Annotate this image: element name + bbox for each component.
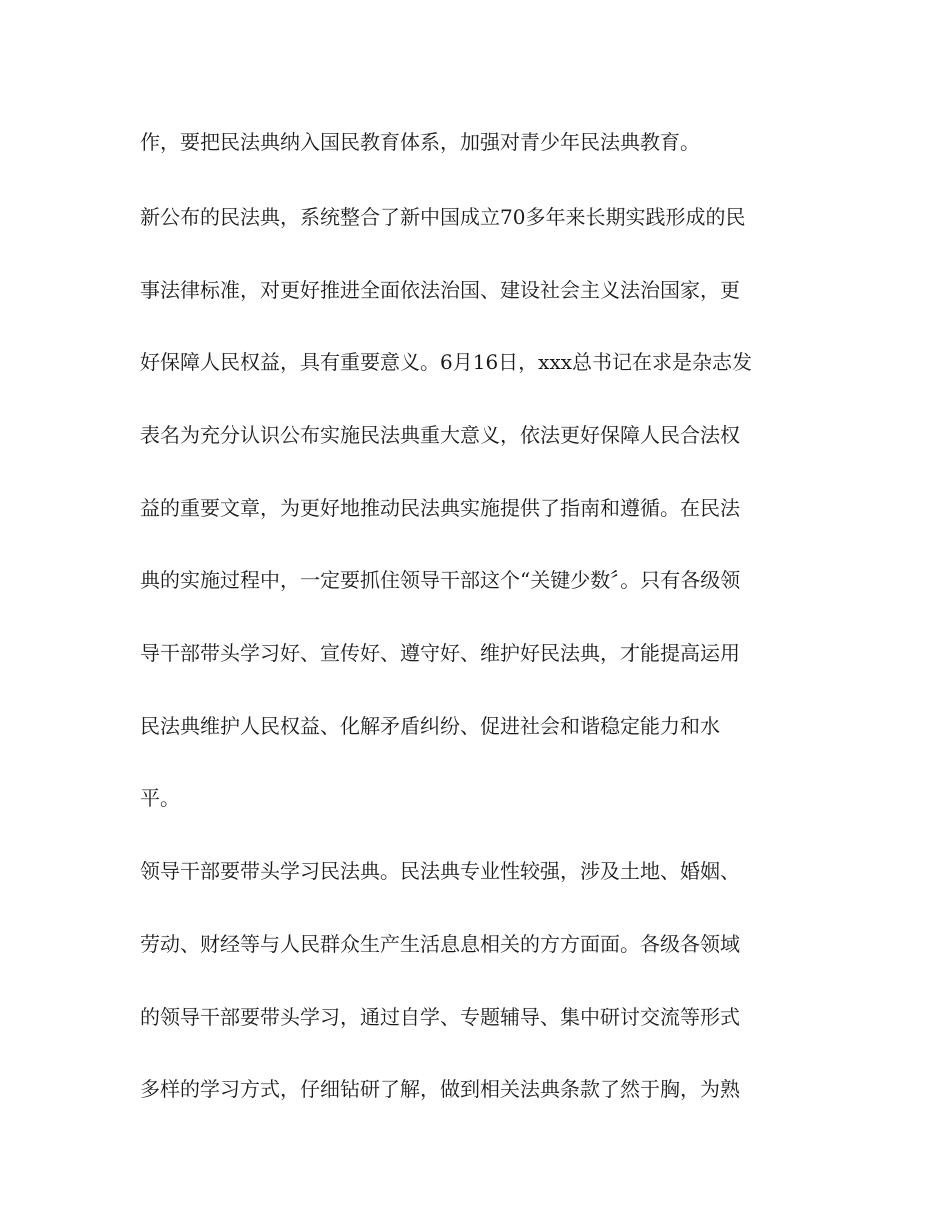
text-line: 表名为充分认识公布实施民法典重大意义，依法更好保障人民合法权 — [140, 423, 740, 447]
text-line: 的领导干部要带头学习，通过自学、专题辅导、集中研讨交流等形式 — [140, 1005, 740, 1029]
text-line: 多样的学习方式，仔细钻研了解，做到相关法典条款了然于胸，为熟 — [140, 1077, 740, 1101]
text-line: 劳动、财经等与人民群众生产生活息息相关的方方面面。各级各领域 — [140, 932, 740, 956]
text-line: 平。 — [140, 786, 180, 810]
text-line: 新公布的民法典，系统整合了新中国成立70多年来长期实践形成的民 — [140, 205, 746, 229]
text-line: 益的重要文章，为更好地推动民法典实施提供了指南和遵循。在民法 — [140, 496, 740, 520]
text-line: 好保障人民权益，具有重要意义。6月16日，xxx总书记在求是杂志发 — [140, 350, 753, 374]
text-line: 民法典维护人民权益、化解矛盾纠纷、促进社会和谐稳定能力和水 — [140, 714, 720, 738]
text-line: 导干部带头学习好、宣传好、遵守好、维护好民法典，才能提高运用 — [140, 641, 740, 665]
text-line: 领导干部要带头学习民法典。民法典专业性较强，涉及土地、婚姻、 — [140, 859, 740, 883]
text-line: 作，要把民法典纳入国民教育体系，加强对青少年民法典教育。 — [140, 130, 700, 154]
text-line: 典的实施过程中，一定要抓住领导干部这个“关键少数〞。只有各级领 — [140, 568, 741, 592]
text-line: 事法律标准，对更好推进全面依法治国、建设社会主义法治国家，更 — [140, 278, 740, 302]
